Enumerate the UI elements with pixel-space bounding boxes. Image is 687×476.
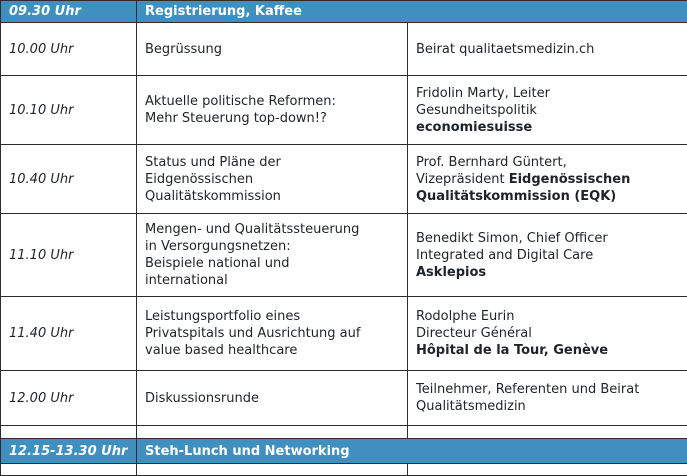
agenda-row (1, 76, 687, 145)
topic-line: international (145, 273, 228, 289)
spacer-cell (137, 463, 408, 475)
speaker-line: Fridolin Marty, Leiter (416, 85, 550, 101)
speaker-line: Prof. Bernhard Güntert, (416, 154, 567, 170)
agenda-row (1, 145, 687, 214)
agenda-row (1, 23, 687, 76)
topic-line: Leistungsportfolio eines (145, 309, 301, 325)
spacer-cell (408, 463, 687, 475)
agenda-row-registration (1, 1, 687, 23)
time-cell: 12.00 Uhr (1, 371, 137, 426)
agenda-row (1, 371, 687, 426)
topic-line: Mehr Steuerung top-down!? (145, 111, 327, 127)
speaker-cell (408, 23, 687, 76)
topic-line: Diskussionsrunde (145, 390, 259, 406)
topic-line: Aktuelle politische Reformen: (145, 94, 336, 110)
topic-line: value based healthcare (145, 343, 298, 359)
topic-cell (137, 23, 408, 76)
spacer-row (1, 463, 687, 475)
agenda-row (1, 214, 687, 297)
organization: Asklepios (416, 264, 487, 280)
spacer-cell (408, 426, 687, 439)
topic-line: Qualitätskommission (145, 188, 281, 204)
speaker-line: Qualitätsmedizin (416, 399, 526, 415)
speaker-cell (408, 371, 687, 426)
topic-cell (137, 297, 408, 371)
speaker-line: Directeur Général (416, 326, 532, 342)
topic-line: Mengen- und Qualitätssteuerung (145, 222, 360, 238)
spacer-cell (1, 463, 137, 475)
topic-line: Beispiele national und (145, 256, 290, 272)
speaker-line: Rodolphe Eurin (416, 309, 515, 325)
topic-line: Begrüssung (145, 41, 223, 57)
session-title: Steh-Lunch und Networking (137, 439, 687, 463)
speaker-line: Beirat qualitaetsmedizin.ch (416, 41, 595, 57)
speaker-cell (408, 214, 687, 297)
spacer-row (1, 426, 687, 439)
speaker-cell (408, 76, 687, 145)
spacer-cell (137, 426, 408, 439)
time-cell: 12.15-13.30 Uhr (1, 439, 137, 463)
topic-line: in Versorgungsnetzen: (145, 239, 291, 255)
organization: Hôpital de la Tour, Genève (416, 343, 609, 359)
time-cell: 10.00 Uhr (1, 23, 137, 76)
organization: Eidgenössischen (508, 171, 631, 187)
time-cell: 09.30 Uhr (1, 1, 137, 23)
time-cell: 11.10 Uhr (1, 214, 137, 297)
speaker-line: Gesundheitspolitik (416, 102, 537, 118)
speaker-line: Benedikt Simon, Chief Officer (416, 230, 608, 246)
spacer-cell (1, 426, 137, 439)
speaker-cell (408, 297, 687, 371)
time-cell: 11.40 Uhr (1, 297, 137, 371)
topic-cell (137, 214, 408, 297)
topic-line: Status und Pläne der (145, 154, 281, 170)
topic-cell (137, 371, 408, 426)
topic-cell (137, 145, 408, 214)
session-title: Registrierung, Kaffee (137, 1, 687, 23)
time-cell: 10.40 Uhr (1, 145, 137, 214)
topic-line: Eidgenössischen (145, 171, 254, 187)
agenda-row (1, 297, 687, 371)
speaker-line: Vizepräsident (416, 171, 505, 187)
speaker-line: Integrated and Digital Care (416, 247, 594, 263)
agenda-row-lunch (1, 439, 687, 463)
time-cell: 10.10 Uhr (1, 76, 137, 145)
topic-cell (137, 76, 408, 145)
topic-line: Privatspitals und Ausrichtung auf (145, 326, 361, 342)
speaker-cell (408, 145, 687, 214)
organization: economiesuisse (416, 119, 533, 135)
speaker-line: Teilnehmer, Referenten und Beirat (416, 382, 640, 398)
organization: Qualitätskommission (EQK) (416, 188, 617, 204)
